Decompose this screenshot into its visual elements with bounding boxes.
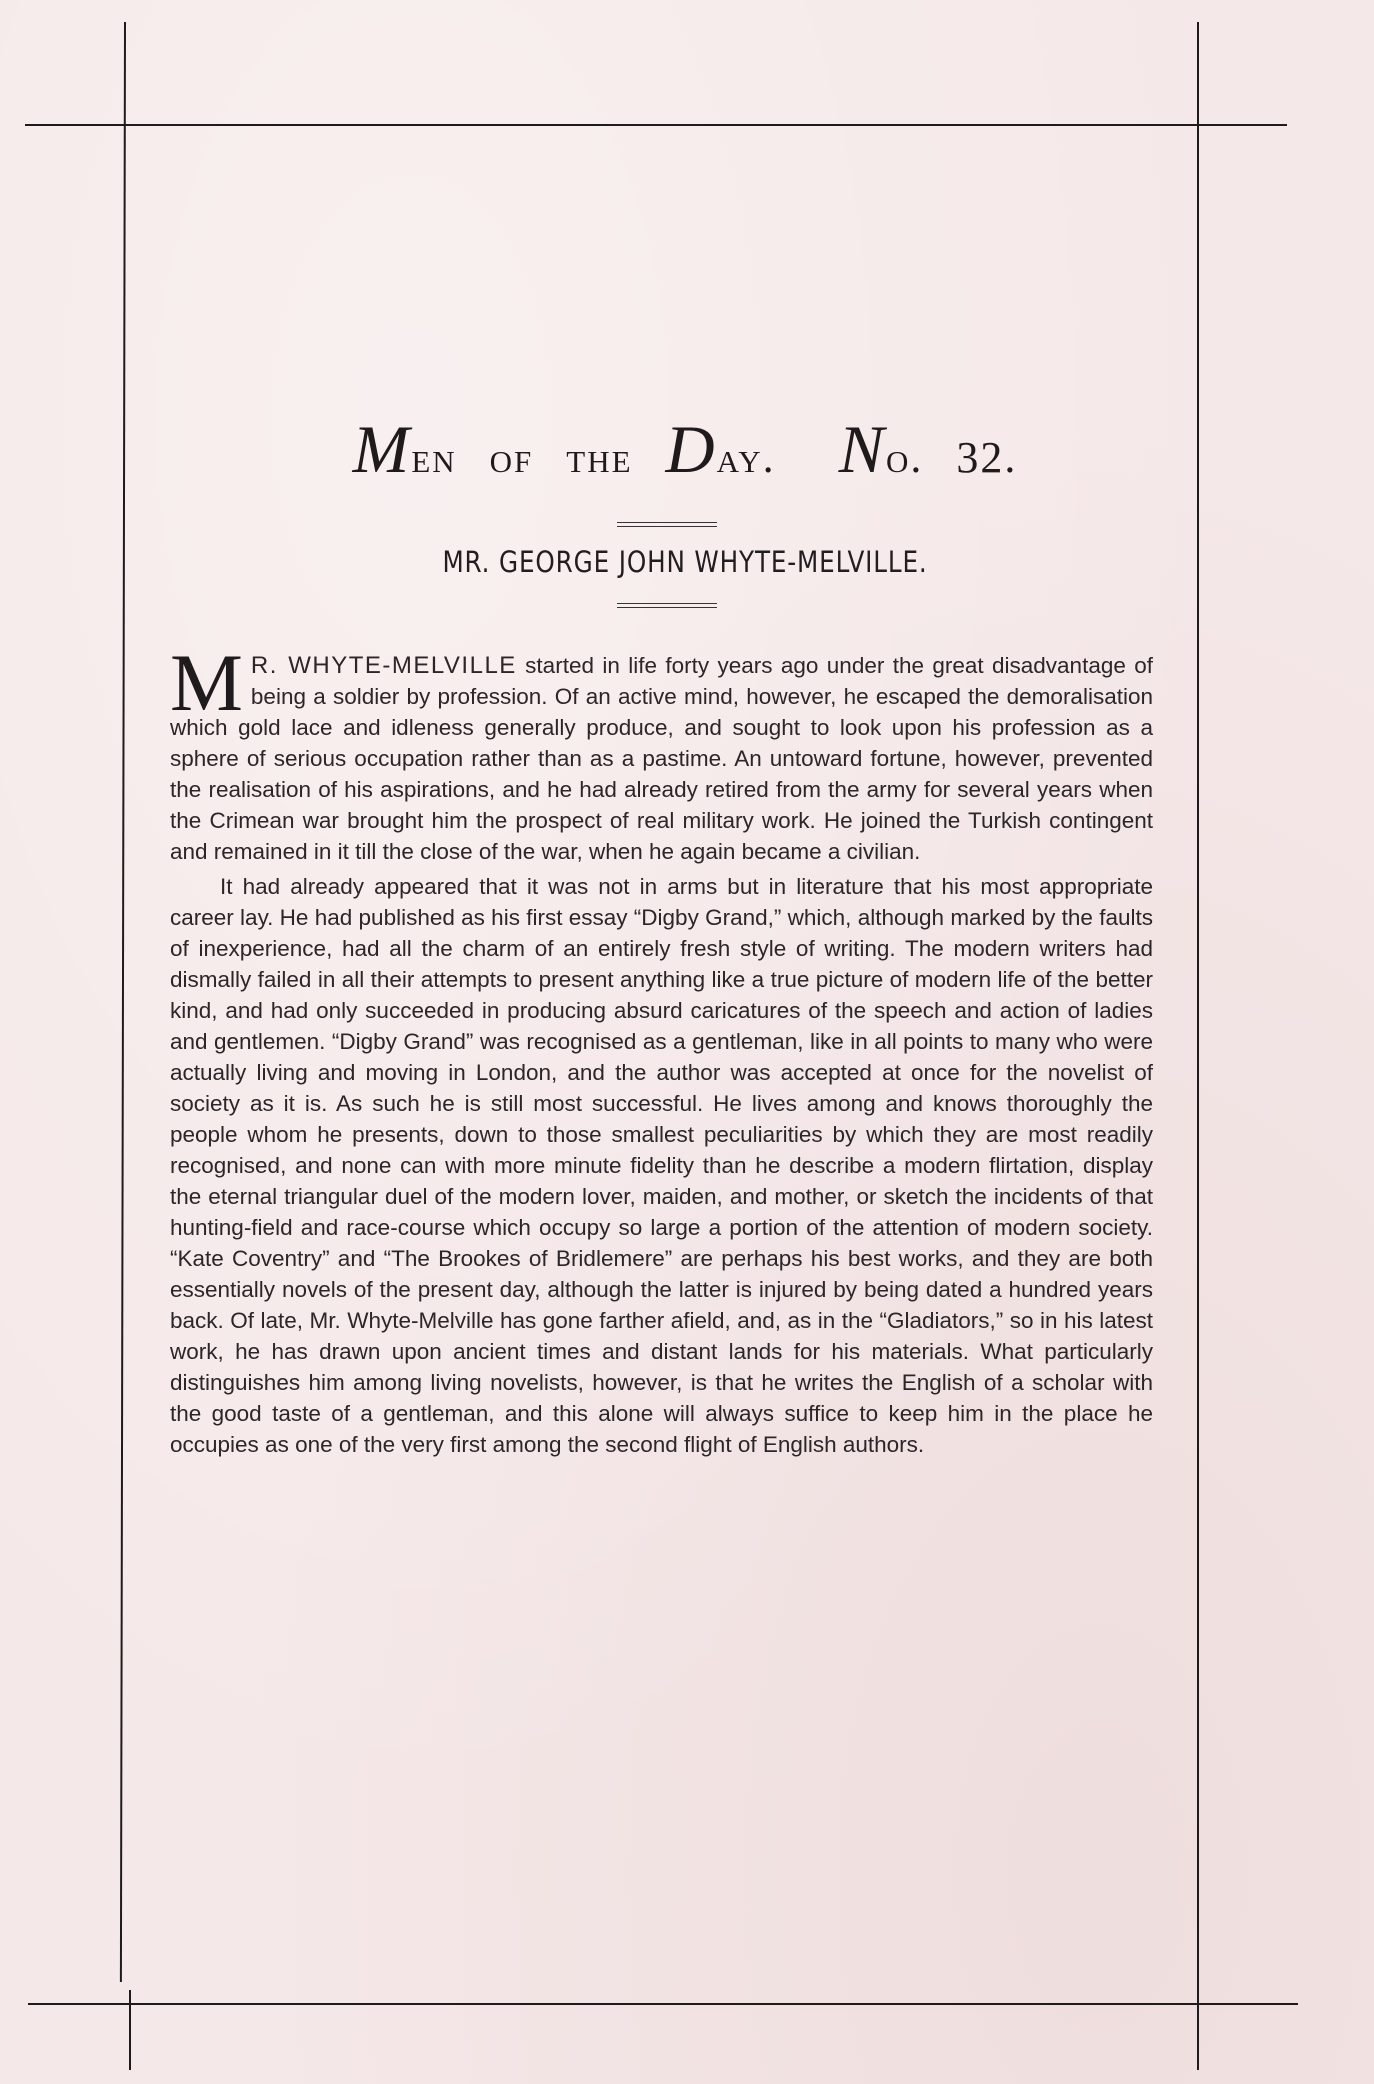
bottom-frame-rule [28, 2003, 1298, 2005]
lower-ornamental-rule [617, 603, 717, 608]
upper-ornamental-rule [617, 522, 717, 527]
heading-number: 32. [956, 433, 1018, 482]
series-heading [130, 410, 1240, 489]
heading-word-the: the [566, 433, 633, 482]
heading-initial-n: N [838, 411, 886, 487]
left-frame-rule [120, 22, 126, 1982]
heading-word-day-rest: ay. [716, 433, 776, 482]
heading-word-of: of [489, 433, 534, 482]
heading-initial-d: D [665, 411, 717, 487]
heading-word-no-rest: o. [885, 433, 924, 482]
paragraph-1-text: started in life forty years ago under the great disadvantage of being a soldier by profession. Of an active mind, however, he escaped the demoralisation which gold lace and idleness generally produce, and sought to look upon his profession as a sphere of serious occupation rather than as a pastime. An untoward fortune, however, prevented the realisation of his aspirations, and he had already retired from the army for several years when the Crimean war brought him the prospect of real military work. He joined the Turkish contingent and remained in it till the close of the war, when he again became a civilian. [170, 653, 1154, 864]
heading-word-men-rest: en [411, 433, 457, 482]
paragraph-2: It had already appeared that it was not in arms but in literature that his most appropriate career lay. He had published as his first essay “Digby Grand,” which, although marked by the faults of inexperience, had all the charm of an entirely fresh style of writing. The modern writers had dismally failed in all their attempts to present anything like a true picture of modern life of the better kind, and had only succeeded in producing absurd caricatures of the speech and action of ladies and gentlemen. “Digby Grand” was recognised as a gentleman, like in all points to many who were actually living and moving in London, and the author was accepted at once for the novelist of society as it is. As such he is still most successful. He lives among and knows thoroughly the people whom he presents, down to those smallest peculiarities by which they are most readily recognised, and none can with more minute fidelity than he describe a modern flirtation, display the eternal triangular duel of the modern lover, maiden, and mother, or sketch the incidents of that hunting-field and race-course which occupy so large a portion of the attention of modern society. “Kate Coventry” and “The Brookes of Bridlemere” are perhaps his best works, and they are both essentially novels of the present day, although the latter is injured by being dated a hundred years back. Of late, Mr. Whyte-Melville has gone farther afield, and, as in the “Gladiators,” so in his latest work, he has drawn upon ancient times and distant lands for his materials. What particularly distinguishes him among living novelists, however, is that he writes the English of a scholar with the good taste of a gentleman, and this alone will always suffice to keep him in the place he occupies as one of the very first among the second flight of English authors. [170, 874, 1153, 1457]
heading-initial-m: M [352, 411, 412, 487]
subject-name: MR. GEORGE JOHN WHYTE-MELVILLE. [442, 545, 928, 579]
top-frame-rule [25, 124, 1287, 126]
right-frame-rule [1197, 22, 1199, 2070]
paragraph-1 [170, 637, 1154, 867]
left-frame-rule-lower [129, 1990, 131, 2070]
article-body [170, 637, 1154, 1464]
drop-cap: M [170, 637, 243, 728]
lead-in-caps: R. WHYTE-MELVILLE [250, 652, 517, 679]
